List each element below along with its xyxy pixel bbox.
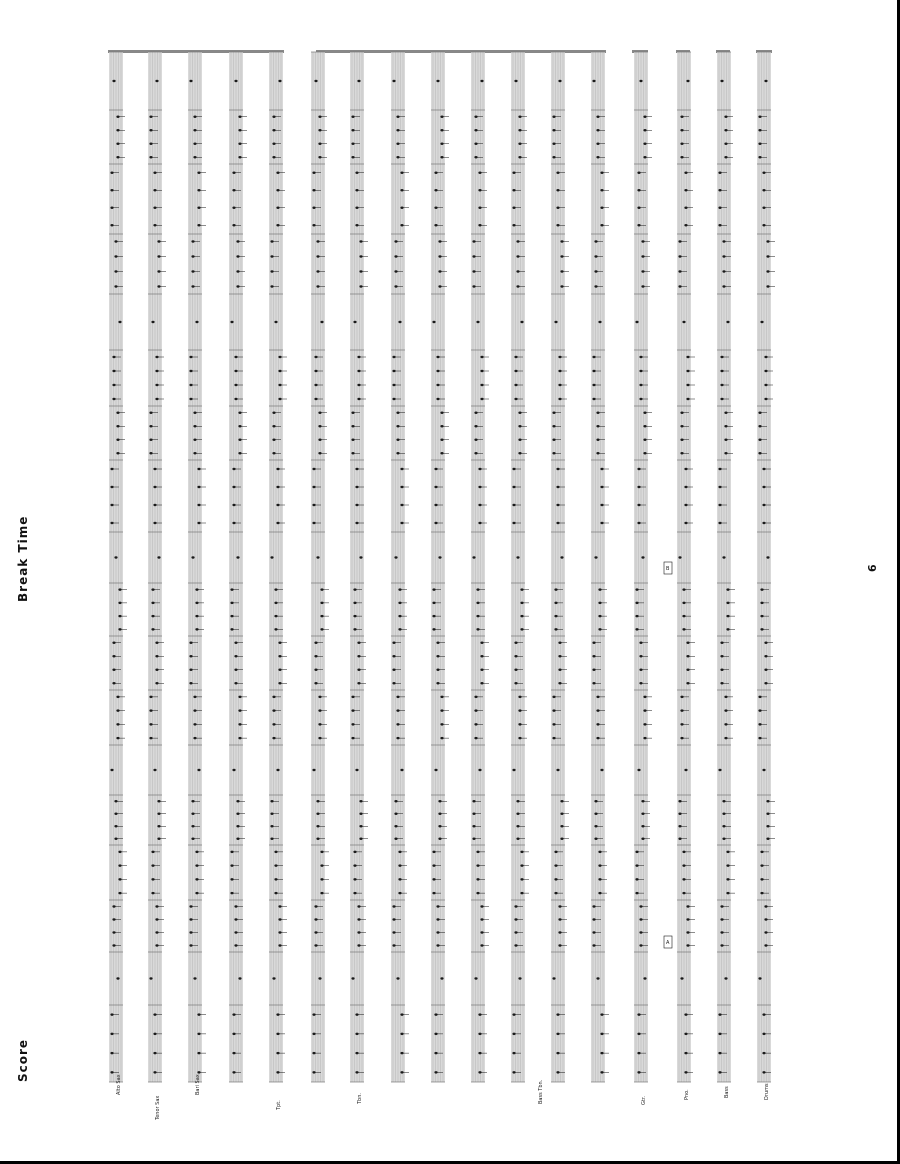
instrument-label: Gtr.: [641, 1095, 647, 1105]
staff: [391, 52, 409, 1082]
rehearsal-mark: A: [666, 940, 670, 946]
staff: [350, 52, 368, 1082]
staff: [311, 52, 329, 1082]
instrument-label: Alto Sax: [116, 1074, 122, 1095]
instrument-label: Bass Tbn.: [538, 1079, 544, 1104]
instrument-label: Bari Sax: [195, 1074, 201, 1095]
staff: [148, 52, 166, 1082]
instrument-label: Bass: [724, 1086, 730, 1098]
staff: [717, 52, 735, 1082]
score-header-label: Score: [16, 1038, 30, 1082]
staff: [757, 52, 775, 1082]
staff: [591, 52, 609, 1082]
staff: [109, 52, 127, 1082]
staff: [188, 52, 206, 1082]
staff: [229, 52, 247, 1082]
staff: [634, 52, 652, 1082]
staff: [551, 52, 569, 1082]
staff: [269, 52, 287, 1082]
staff: [511, 52, 529, 1082]
page-number: 6: [866, 564, 879, 572]
staff: [471, 52, 489, 1082]
instrument-label: Tpt.: [276, 1100, 282, 1110]
piece-title: Break Time: [16, 515, 30, 602]
instrument-label: Tbn.: [357, 1093, 363, 1104]
staff: [677, 52, 695, 1082]
instrument-label: Pno.: [684, 1089, 690, 1100]
instrument-label: Tenor Sax: [155, 1095, 161, 1120]
staff: [431, 52, 449, 1082]
instrument-label: Drums: [764, 1083, 770, 1100]
rehearsal-mark: B: [666, 566, 670, 572]
